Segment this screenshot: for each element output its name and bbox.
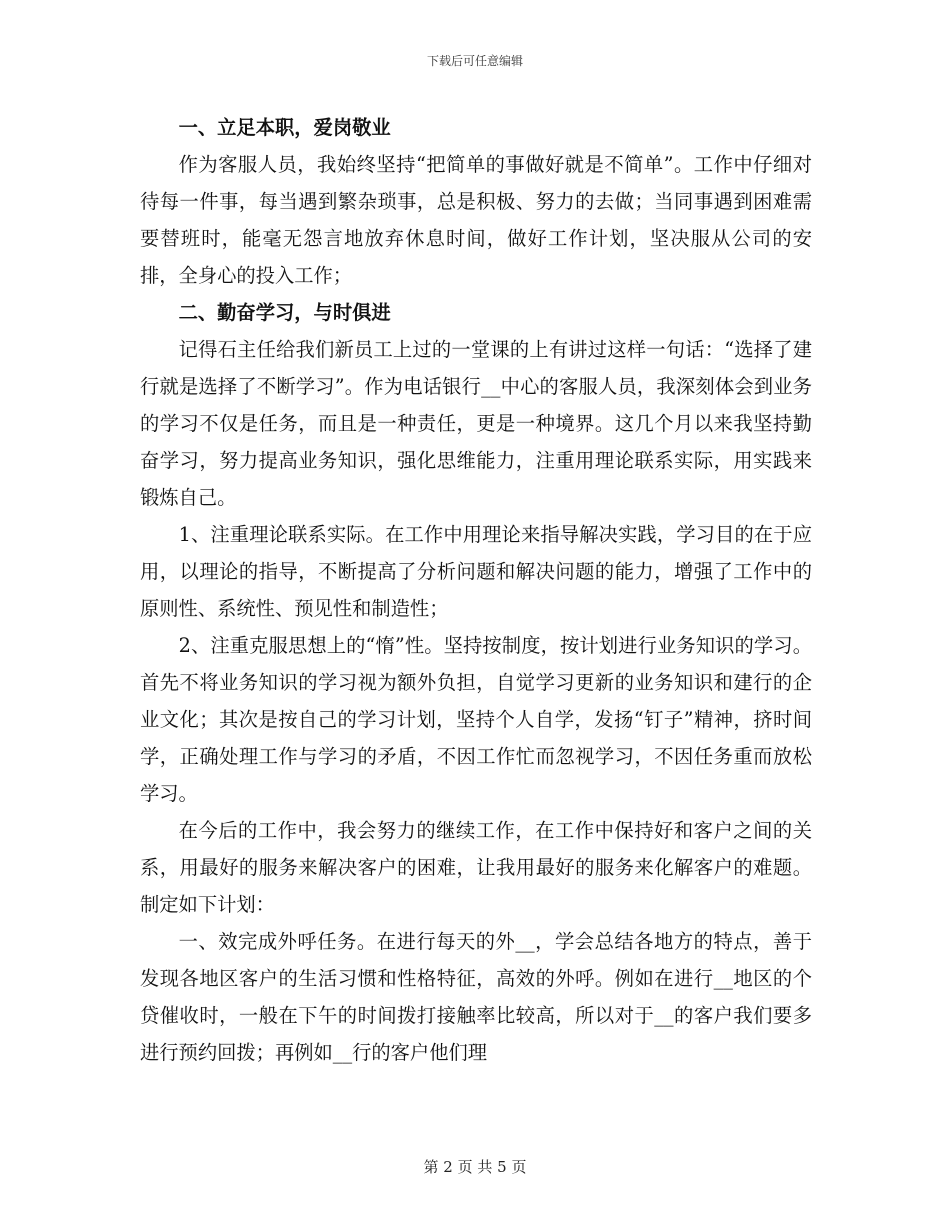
paragraph: 在今后的工作中，我会努力的继续工作，在工作中保持好和客户之间的关系，用最好的服务来解决客户的困难，让我用最好的服务来化解客户的难题。制定如下计划： — [140, 819, 812, 916]
page-header: 下载后可任意编辑 — [426, 54, 523, 68]
paragraph: 记得石主任给我们新员工上过的一堂课的上有讲过这样一句话：“选择了建行就是选择了不断学习”。作为电话银行__中心的客服人员，我深刻体会到业务的学习不仅是任务，而且是一种责任，更是一种境界。这几个月以来我坚持勤奋学习，努力提高业务知识，强化思维能力，注重用理论联系实际，用实践来锻炼自己。 — [140, 338, 812, 509]
paragraph: 一、效完成外呼任务。在进行每天的外__，学会总结各地方的特点，善于发现各地区客户的生活习惯和性格特征，高效的外呼。例如在进行__地区的个贷催收时，一般在下午的时间拨打接触率比较高，所以对于__的客户我们要多进行预约回拨；再例如__行的客户他们理 — [140, 930, 812, 1064]
document-body — [140, 109, 812, 1071]
paragraph: 作为客服人员，我始终坚持“把简单的事做好就是不简单”。工作中仔细对待每一件事，每当遇到繁杂琐事，总是积极、努力的去做；当同事遇到困难需要替班时，能毫无怨言地放弃休息时间，做好工作计划，坚决服从公司的安排，全身心的投入工作； — [140, 153, 812, 287]
paragraph: 1、注重理论联系实际。在工作中用理论来指导解决实践，学习目的在于应用，以理论的指导，不断提高了分析问题和解决问题的能力，增强了工作中的原则性、系统性、预见性和制造性； — [140, 523, 812, 620]
page-footer: 第 2 页 共 5 页 — [423, 1158, 527, 1176]
section-heading-1: 一、立足本职，爱岗敬业 — [178, 116, 391, 139]
section-heading-2: 二、勤奋学习，与时俱进 — [178, 301, 391, 324]
paragraph: 2、注重克服思想上的“惰”性。坚持按制度，按计划进行业务知识的学习。首先不将业务知识的学习视为额外负担，自觉学习更新的业务知识和建行的企业文化；其次是按自己的学习计划，坚持个人自学，发扬“钉子”精神，挤时间学，正确处理工作与学习的矛盾，不因工作忙而忽视学习，不因任务重而放松学习。 — [140, 634, 812, 805]
